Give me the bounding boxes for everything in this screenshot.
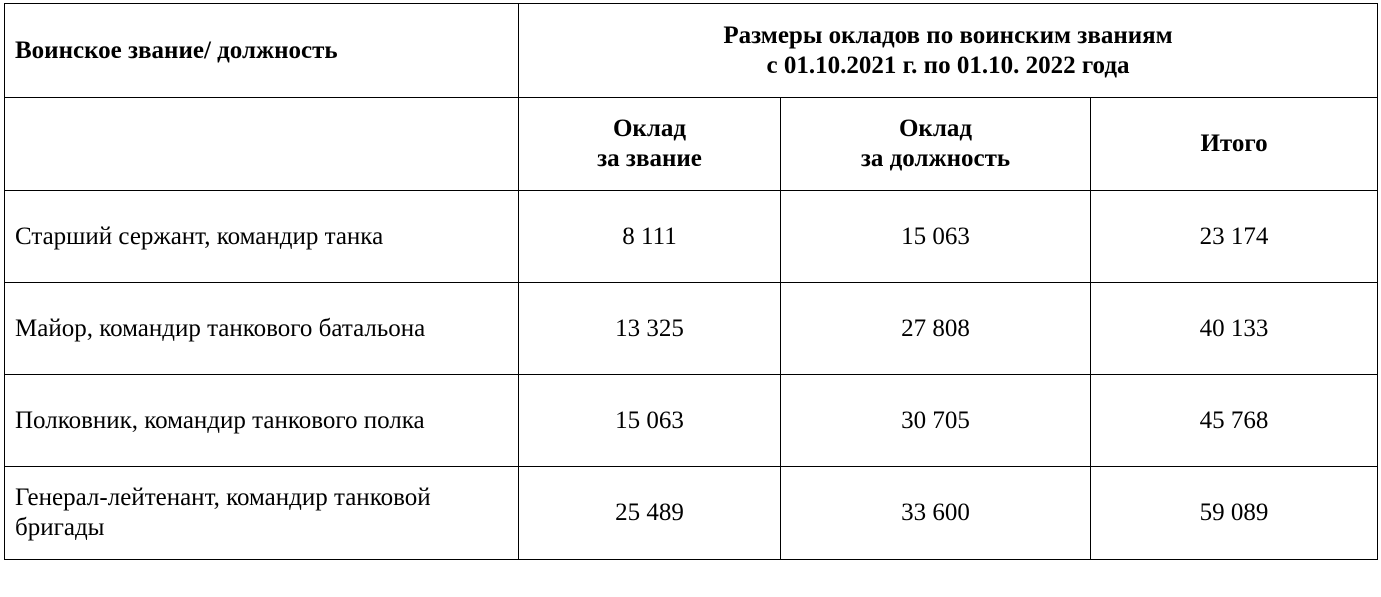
header-rank-pay (519, 98, 781, 191)
table-header-row (5, 4, 1378, 98)
header-rank-pay-line1: Оклад (612, 115, 687, 142)
header-total-label: Итого (1200, 130, 1268, 157)
table-row (5, 467, 1378, 560)
header-total (1091, 98, 1378, 191)
salary-table (4, 3, 1378, 560)
cell-rank-pay: 8 111 (519, 191, 781, 283)
header-position-pay (781, 98, 1091, 191)
header-rank-position (5, 4, 519, 98)
cell-rank-pay: 13 325 (519, 283, 781, 375)
cell-position: Майор, командир танкового батальона (5, 283, 519, 375)
header-group-title-line1: Размеры окладов по воинским званиям (723, 21, 1173, 49)
cell-position-pay: 27 808 (781, 283, 1091, 375)
header-position-pay-line1: Оклад (898, 115, 973, 142)
header-rank-position-label: Воинское звание/ должность (15, 36, 338, 64)
header-empty-cell (5, 98, 519, 191)
header-group-title-line2: с 01.10.2021 г. по 01.10. 2022 года (766, 51, 1130, 79)
cell-position-pay: 33 600 (781, 467, 1091, 560)
cell-total: 23 174 (1091, 191, 1378, 283)
table-subheader-row (5, 98, 1378, 191)
header-rank-pay-line2: за звание (597, 145, 702, 172)
cell-position: Полковник, командир танкового полка (5, 375, 519, 467)
cell-position: Генерал-лейтенант, командир танковой бригады (5, 467, 519, 560)
cell-rank-pay: 25 489 (519, 467, 781, 560)
cell-total: 40 133 (1091, 283, 1378, 375)
table-row (5, 283, 1378, 375)
header-position-pay-line2: за должность (860, 145, 1011, 172)
cell-position: Старший сержант, командир танка (5, 191, 519, 283)
cell-position-pay: 30 705 (781, 375, 1091, 467)
cell-rank-pay: 15 063 (519, 375, 781, 467)
cell-position-pay: 15 063 (781, 191, 1091, 283)
header-group-title (519, 4, 1378, 98)
cell-total: 45 768 (1091, 375, 1378, 467)
cell-total: 59 089 (1091, 467, 1378, 560)
table-row (5, 191, 1378, 283)
table-row (5, 375, 1378, 467)
